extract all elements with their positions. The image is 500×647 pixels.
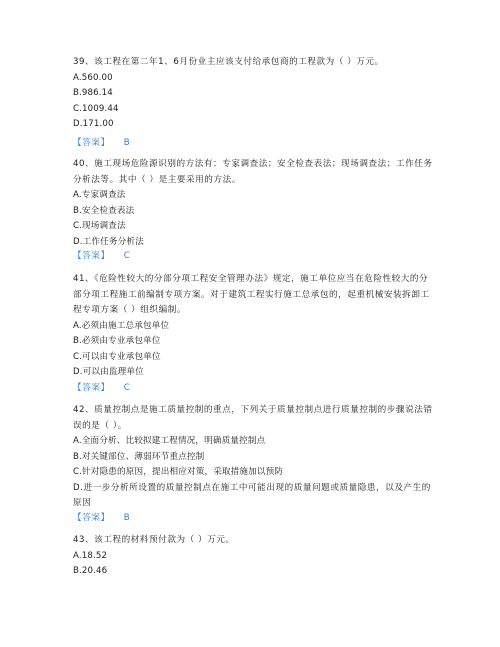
answer-41	[73, 381, 130, 395]
option-a: A.必须由施工总承包单位	[73, 320, 170, 331]
question-39	[73, 55, 433, 133]
answer-value: B	[123, 513, 130, 523]
question-41	[73, 272, 433, 381]
option-b: B.对关键部位、薄弱环节重点控制	[73, 451, 205, 462]
answer-value: C	[123, 251, 130, 261]
question-stem	[73, 55, 433, 71]
option-d-line: 原因	[73, 498, 92, 508]
option-c: C.1009.44	[73, 103, 119, 114]
option-d: D.可以由监理单位	[73, 367, 144, 377]
answer-39	[73, 136, 130, 150]
answer-tag: 【答案】	[73, 251, 110, 261]
stem-line: 程专项方案（ ）组织编制。	[73, 305, 187, 315]
option-d: D.171.00	[73, 119, 114, 129]
option-a: A.全面分析、比较拟建工程情况，明确质量控制点	[73, 436, 266, 446]
stem-line: 误的是（ ）。	[73, 420, 127, 431]
stem-line: 分析法等。其中（ ）是主要采用的方法。	[73, 174, 241, 185]
answer-tag: 【答案】	[73, 383, 110, 393]
option-a: A.专家调查法	[73, 190, 126, 200]
question-40	[73, 157, 433, 250]
stem-line: 40、施工现场危险源识别的方法有：专家调查法；安全检查表法；现场调查法；工作任务	[73, 159, 433, 169]
option-a: A.18.52	[73, 550, 108, 561]
stem-line: 43、该工程的材料预付款为（ ）万元。	[73, 535, 235, 545]
option-d: D.工作任务分析法	[73, 236, 144, 247]
question-stem	[73, 533, 433, 549]
question-42	[73, 403, 433, 512]
stem-line: 39、该工程在第二年1、6月份业主应该支付给承包商的工程款为（ ）万元。	[73, 57, 384, 67]
stem-line: 42、质量控制点是施工质量控制的重点，下列关于质量控制点进行质量控制的步骤说法错	[73, 405, 433, 415]
option-c: C.现场调查法	[73, 221, 126, 231]
question-stem	[73, 403, 433, 434]
stem-line: 41、《危险性较大的分部分项工程安全管理办法》规定，施工单位应当在危险性较大的分	[73, 274, 429, 284]
answer-42	[73, 511, 130, 525]
option-d-line: D.进一步分析所设置的质量控制点在施工中可能出现的质量问题或质量隐患，以及产生的	[73, 482, 431, 493]
option-a: A.560.00	[73, 72, 113, 83]
answer-tag: 【答案】	[73, 513, 110, 523]
question-43	[73, 533, 433, 580]
answer-value: C	[123, 383, 130, 393]
option-b: B.安全检查表法	[73, 205, 135, 216]
question-stem	[73, 272, 433, 319]
option-c: C.可以由专业承包单位	[73, 351, 161, 362]
option-c: C.针对隐患的原因，提出相应对策，采取措施加以预防	[73, 467, 284, 477]
stem-line: 部分项工程施工前编制专项方案。对于建筑工程实行施工总承包的，起重机械安装拆卸工	[73, 289, 430, 300]
option-b: B.986.14	[73, 88, 113, 98]
question-stem	[73, 157, 433, 188]
option-d	[73, 481, 433, 512]
answer-40	[73, 249, 130, 263]
option-b: B.20.46	[73, 566, 108, 576]
answer-tag: 【答案】	[73, 138, 110, 148]
answer-value: B	[123, 138, 130, 148]
option-b: B.必须由专业承包单位	[73, 336, 161, 346]
